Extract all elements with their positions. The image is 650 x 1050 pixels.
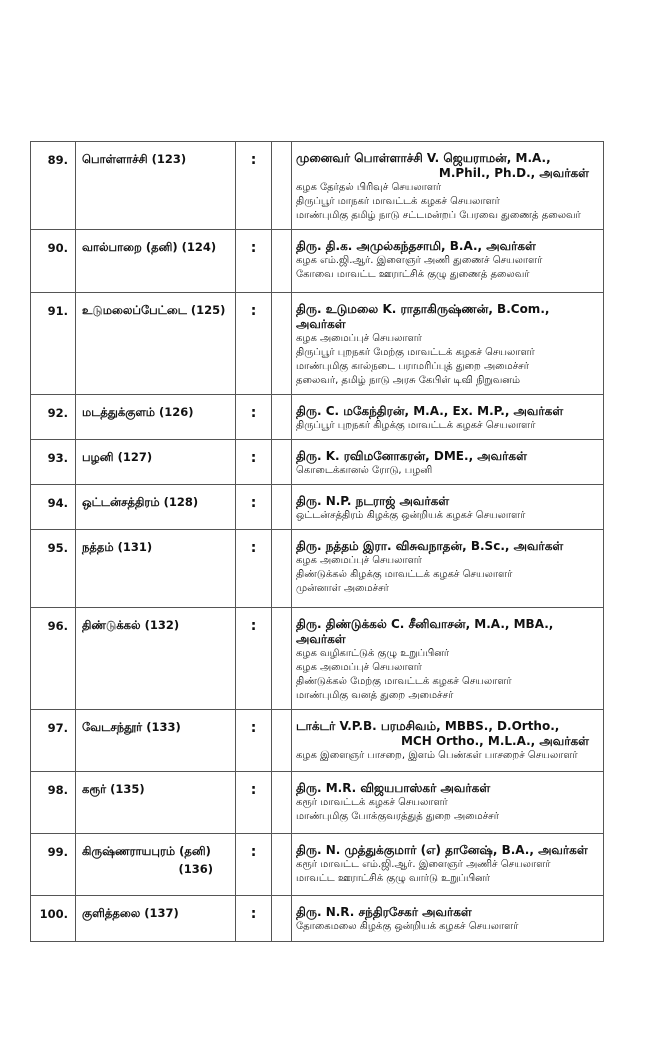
constituency-number: (136) [178, 862, 213, 876]
role-line: திருப்பூர் புறநகர் மேற்கு மாவட்டக் கழகச் செயலாளர் [296, 347, 535, 358]
blank-cell [272, 608, 292, 710]
serial-number: 96. [31, 608, 76, 710]
candidate-details [292, 530, 604, 608]
role-line: மாண்புமிகு போக்குவரத்துத் துறை அமைச்சர் [296, 811, 499, 822]
candidate-name: திரு. K. ரவிமனோகரன், DME., அவர்கள் [296, 449, 527, 463]
serial-number: 100. [31, 896, 76, 942]
colon-separator: : [236, 293, 272, 395]
table-row [31, 530, 604, 608]
candidate-name: திரு. C. மகேந்திரன், M.A., Ex. M.P., அவர்கள் [296, 404, 564, 418]
serial-number: 95. [31, 530, 76, 608]
candidate-name: திரு. உடுமலை K. ராதாகிருஷ்ணன், B.Com., அவர்கள் [296, 302, 550, 331]
candidate-details [292, 896, 604, 942]
colon-separator: : [236, 772, 272, 834]
blank-cell [272, 834, 292, 896]
candidate-details [292, 485, 604, 530]
blank-cell [272, 772, 292, 834]
constituency: பழனி (127) [76, 440, 236, 485]
blank-cell [272, 710, 292, 772]
blank-cell [272, 142, 292, 230]
serial-number: 91. [31, 293, 76, 395]
candidate-name: திரு. தி.க. அமுல்கந்தசாமி, B.A., அவர்கள் [296, 239, 536, 253]
role-line: கழக அமைப்புச் செயலாளர் [296, 333, 422, 344]
constituency [76, 834, 236, 896]
role-line: கரூர் மாவட்டக் கழகச் செயலாளர் [296, 797, 448, 808]
colon-separator: : [236, 710, 272, 772]
constituency: நத்தம் (131) [76, 530, 236, 608]
colon-separator: : [236, 896, 272, 942]
table-row [31, 896, 604, 942]
candidate-details [292, 293, 604, 395]
serial-number: 98. [31, 772, 76, 834]
candidate-details [292, 230, 604, 293]
constituency: வேடசந்தூர் (133) [76, 710, 236, 772]
constituency: பொள்ளாச்சி (123) [76, 142, 236, 230]
blank-cell [272, 440, 292, 485]
table-row [31, 395, 604, 440]
colon-separator: : [236, 608, 272, 710]
candidate-name: முனைவர் பொள்ளாச்சி V. ஜெயராமன், M.A., [296, 151, 551, 165]
constituency: குளித்தலை (137) [76, 896, 236, 942]
constituency: வால்பாறை (தனி) (124) [76, 230, 236, 293]
role-line: கொடைக்கானல் ரோடு, பழனி [296, 465, 433, 476]
candidate-details [292, 142, 604, 230]
colon-separator: : [236, 230, 272, 293]
candidate-name: திரு. N. முத்துக்குமார் (எ) தானேஷ், B.A., அவர்கள் [296, 843, 588, 857]
serial-number: 90. [31, 230, 76, 293]
serial-number: 99. [31, 834, 76, 896]
table-row [31, 772, 604, 834]
table-row [31, 230, 604, 293]
constituency: உடுமலைப்பேட்டை (125) [76, 293, 236, 395]
constituency: மடத்துக்குளம் (126) [76, 395, 236, 440]
role-line: முன்னாள் அமைச்சர் [296, 583, 389, 594]
role-line: திருப்பூர் மாநகர் மாவட்டக் கழகச் செயலாளர் [296, 196, 500, 207]
constituency: திண்டுக்கல் (132) [76, 608, 236, 710]
blank-cell [272, 896, 292, 942]
colon-separator: : [236, 530, 272, 608]
candidate-table [30, 141, 604, 942]
colon-separator: : [236, 142, 272, 230]
role-line: மாண்புமிகு வனத் துறை அமைச்சர் [296, 690, 454, 701]
role-line: திண்டுக்கல் கிழக்கு மாவட்டக் கழகச் செயலாளர் [296, 569, 513, 580]
role-line: கழக எம்.ஜி.ஆர். இளைஞர் அணி துணைச் செயலாளர் [296, 255, 543, 266]
candidate-details [292, 772, 604, 834]
colon-separator: : [236, 395, 272, 440]
colon-separator: : [236, 834, 272, 896]
colon-separator: : [236, 440, 272, 485]
role-line: கரூர் மாவட்ட எம்.ஜி.ஆர். இளைஞர் அணிச் செயலாளர் [296, 859, 551, 870]
role-line: கோவை மாவட்ட ஊராட்சிக் குழு துணைத் தலைவர் [296, 269, 530, 280]
serial-number: 93. [31, 440, 76, 485]
table-row [31, 440, 604, 485]
candidate-name: திரு. M.R. விஜயபாஸ்கர் அவர்கள் [296, 781, 491, 795]
candidate-rows [31, 142, 604, 942]
table-row [31, 608, 604, 710]
role-line: கழக அமைப்புச் செயலாளர் [296, 662, 422, 673]
candidate-details [292, 440, 604, 485]
role-line: திண்டுக்கல் மேற்கு மாவட்டக் கழகச் செயலாளர் [296, 676, 512, 687]
serial-number: 89. [31, 142, 76, 230]
table-row [31, 834, 604, 896]
blank-cell [272, 293, 292, 395]
candidate-name: திரு. திண்டுக்கல் C. சீனிவாசன், M.A., MBA., அவர்கள் [296, 617, 554, 646]
role-line: கழக தேர்தல் பிரிவுச் செயலாளர் [296, 182, 442, 193]
role-line: தோகைமலை கிழக்கு ஒன்றியக் கழகச் செயலாளர் [296, 921, 519, 932]
role-line: கழக வழிகாட்டுக் குழு உறுப்பினர் [296, 648, 450, 659]
role-line: ஒட்டன்சத்திரம் கிழக்கு ஒன்றியக் கழகச் செயலாளர் [296, 510, 526, 521]
role-line: தலைவர், தமிழ் நாடு அரசு கேபிள் டிவி நிறுவனம் [296, 375, 521, 386]
candidate-name-continued: M.Phil., Ph.D., அவர்கள் [438, 166, 589, 180]
table-row [31, 485, 604, 530]
blank-cell [272, 530, 292, 608]
role-line: திருப்பூர் புறநகர் கிழக்கு மாவட்டக் கழகச் செயலாளர் [296, 420, 536, 431]
serial-number: 94. [31, 485, 76, 530]
candidate-details [292, 395, 604, 440]
table-row [31, 710, 604, 772]
constituency: கரூர் (135) [76, 772, 236, 834]
candidate-name: டாக்டர் V.P.B. பரமசிவம், MBBS., D.Ortho., [296, 719, 560, 733]
role-line: மாண்புமிகு கால்நடை பராமரிப்புத் துறை அமைச்சர் [296, 361, 529, 372]
blank-cell [272, 230, 292, 293]
blank-cell [272, 395, 292, 440]
role-line: மாவட்ட ஊராட்சிக் குழு வார்டு உறுப்பினர் [296, 873, 491, 884]
candidate-details [292, 710, 604, 772]
role-line: கழக அமைப்புச் செயலாளர் [296, 555, 422, 566]
table-row [31, 293, 604, 395]
role-line: கழக இளைஞர் பாசறை, இளம் பெண்கள் பாசறைச் செயலாளர் [296, 750, 578, 761]
table-row [31, 142, 604, 230]
candidate-name-continued: MCH Ortho., M.L.A., அவர்கள் [400, 734, 589, 748]
colon-separator: : [236, 485, 272, 530]
serial-number: 97. [31, 710, 76, 772]
role-line: மாண்புமிகு தமிழ் நாடு சட்டமன்றப் பேரவை துணைத் தலைவர் [296, 210, 581, 221]
candidate-name: திரு. நத்தம் இரா. விசுவநாதன், B.Sc., அவர்கள் [296, 539, 564, 553]
candidate-name: திரு. N.R. சந்திரசேகர் அவர்கள் [296, 905, 472, 919]
candidate-details [292, 608, 604, 710]
constituency: ஒட்டன்சத்திரம் (128) [76, 485, 236, 530]
blank-cell [272, 485, 292, 530]
candidate-name: திரு. N.P. நடராஜ் அவர்கள் [296, 494, 450, 508]
serial-number: 92. [31, 395, 76, 440]
constituency-name: கிருஷ்ணராயபுரம் (தனி) [82, 844, 211, 858]
candidate-details [292, 834, 604, 896]
